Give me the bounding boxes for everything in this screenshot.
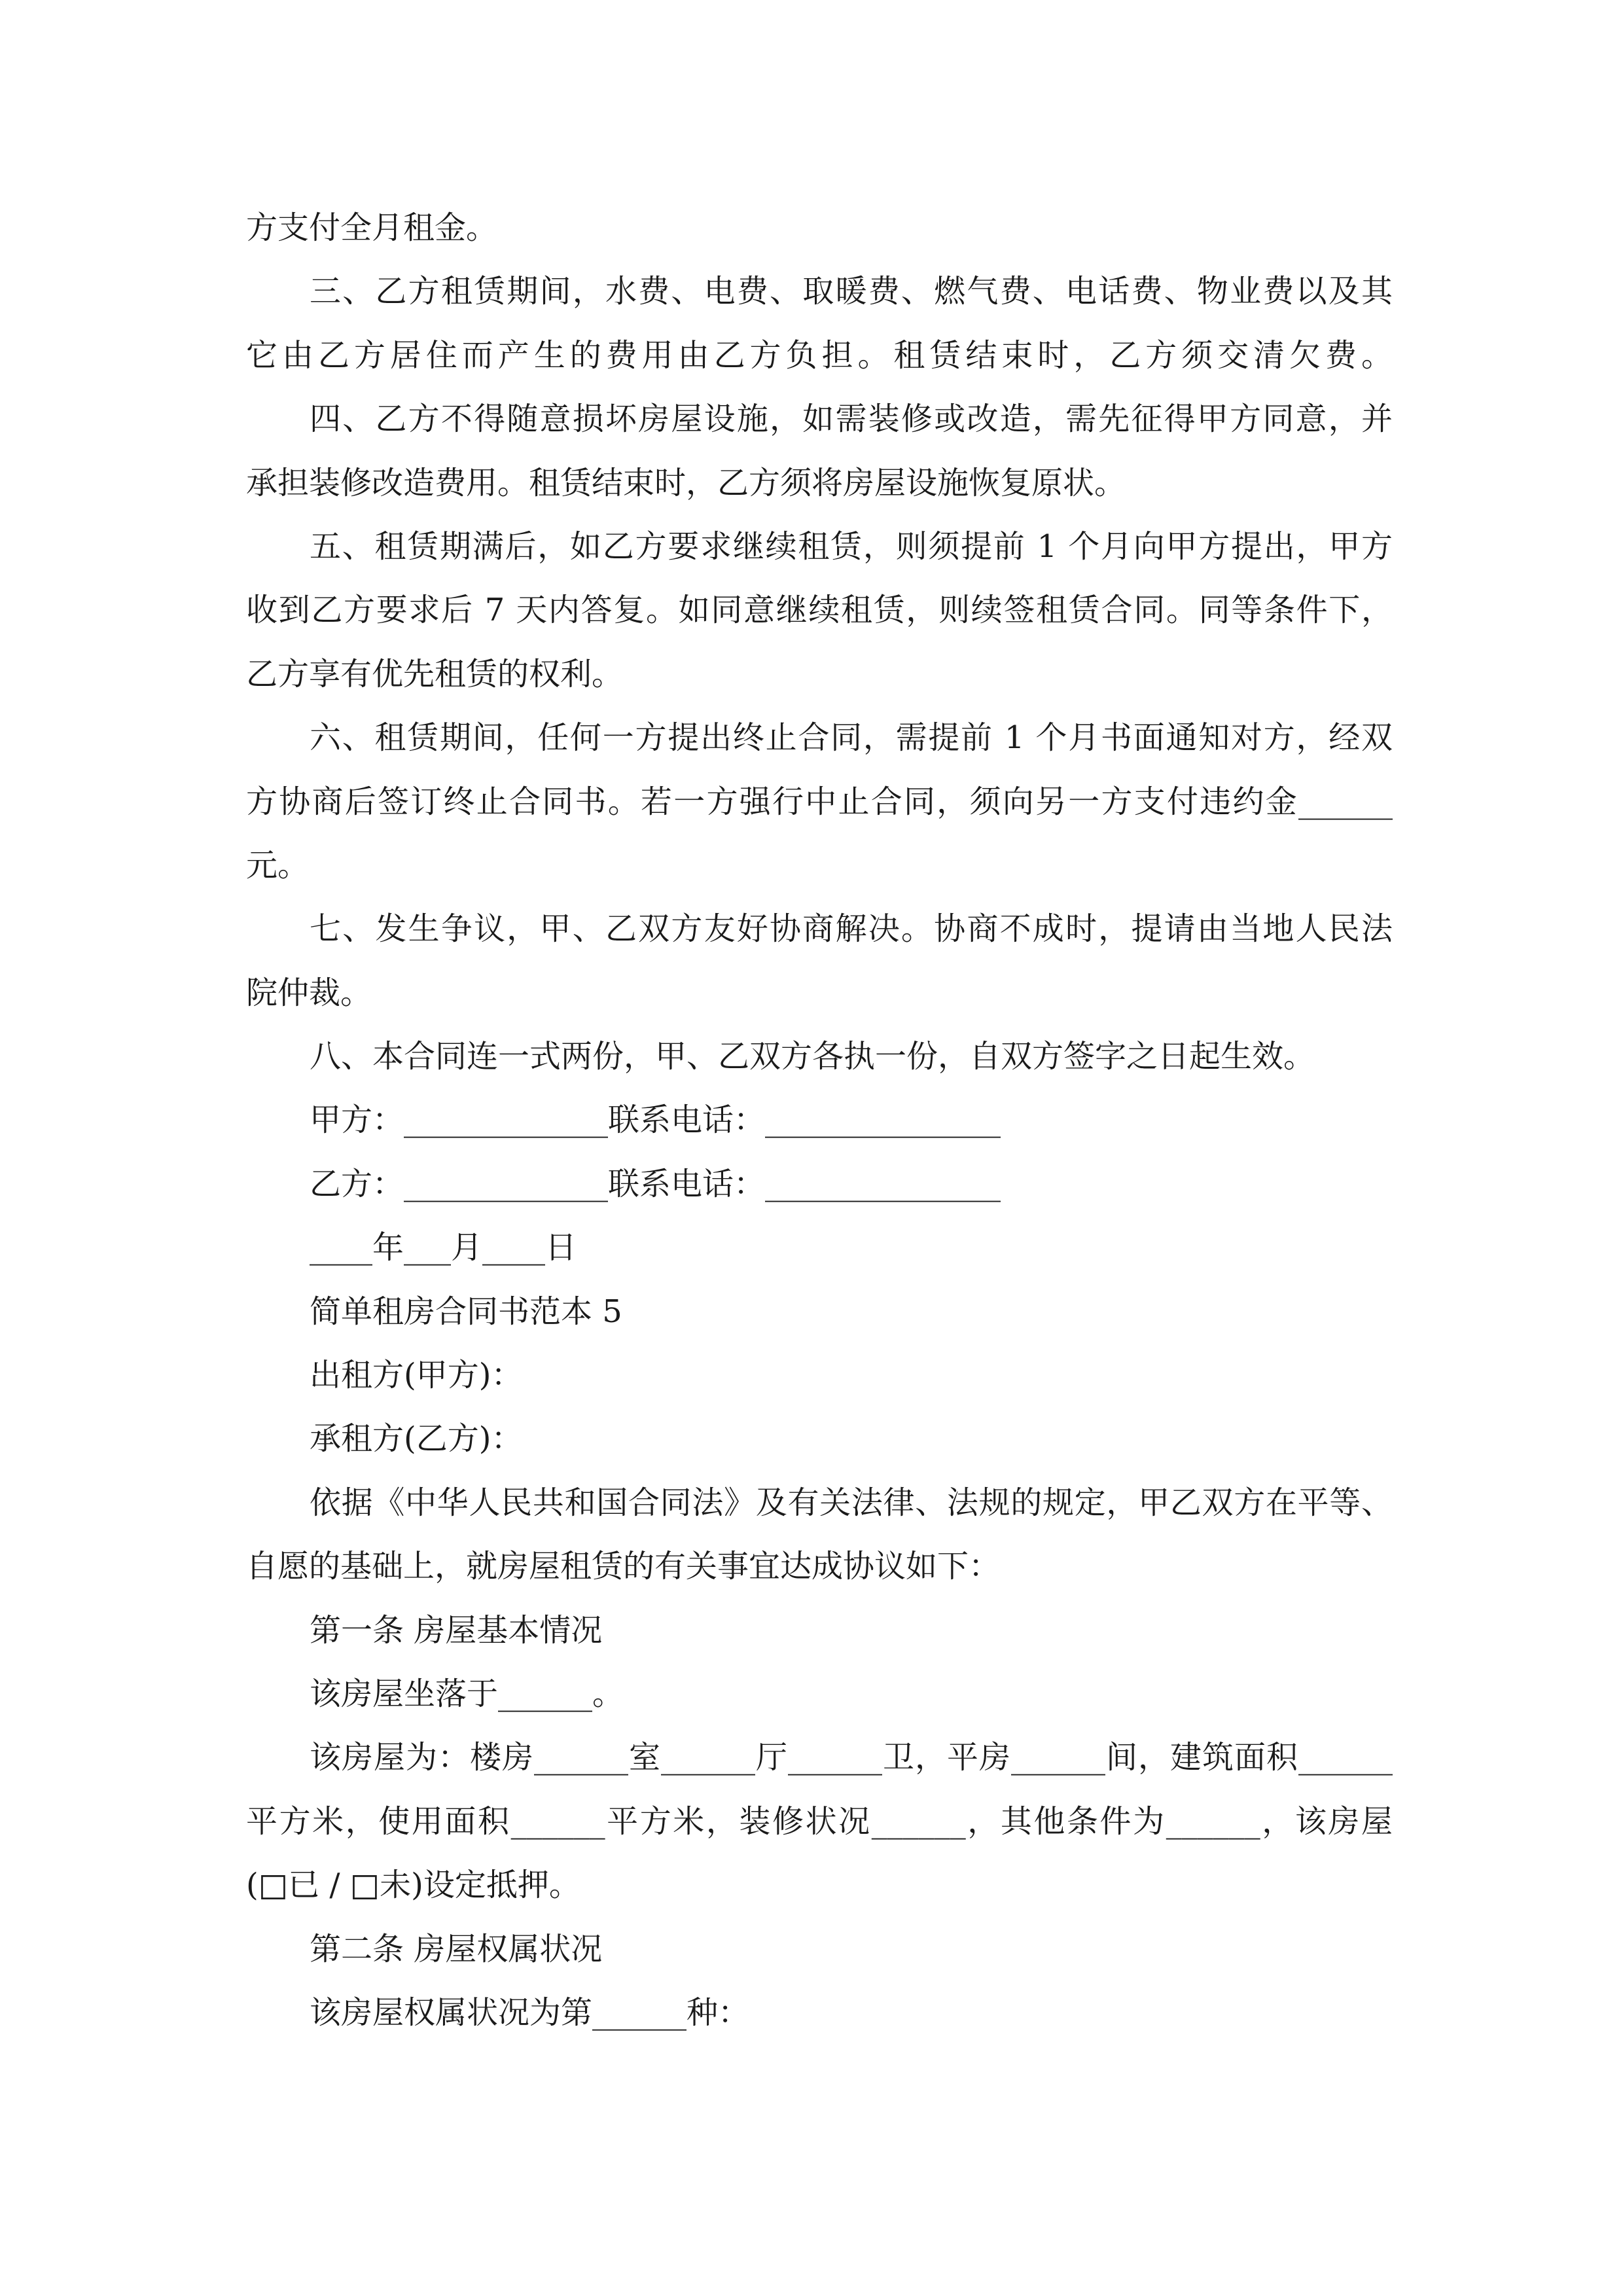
document-body: [246, 196, 1393, 2045]
paragraph-line: 平方米，使用面积______平方米，装修状况______，其他条件为______，该房屋: [246, 1803, 1393, 1840]
paragraph-line: 六、租赁期间，任何一方提出终止合同，需提前 1 个月书面通知对方，经双: [310, 719, 1393, 757]
article-heading: 第二条 房屋权属状况: [310, 1930, 603, 1967]
paragraph-line: 承担装修改造费用。租赁结束时，乙方须将房屋设施恢复原状。: [246, 464, 1126, 501]
article-heading: 第一条 房屋基本情况: [310, 1611, 603, 1649]
paragraph-line: 方协商后签订终止合同书。若一方强行中止合同，须向另一方支付违约金______: [246, 783, 1393, 820]
paragraph-line: 乙方享有优先租赁的权利。: [246, 655, 624, 692]
lessor-line: 出租方(甲方)：: [310, 1357, 523, 1394]
paragraph-line: 该房屋坐落于______。: [310, 1675, 624, 1712]
paragraph-line: 该房屋为：楼房______室______厅______卫，平房______间，建筑面积______: [310, 1739, 1393, 1776]
lessee-line: 承租方(乙方)：: [310, 1420, 523, 1458]
paragraph-line: 自愿的基础上，就房屋租赁的有关事宜达成协议如下：: [246, 1548, 1001, 1585]
paragraph-line: (□已 / □未)设定抵押。: [246, 1867, 580, 1904]
paragraph-line: 方支付全月租金。: [246, 209, 498, 246]
paragraph-line: 依据《中华人民共和国合同法》及有关法律、法规的规定，甲乙双方在平等、: [310, 1484, 1393, 1521]
paragraph-line: 三、乙方租赁期间，水费、电费、取暖费、燃气费、电话费、物业费以及其: [310, 273, 1393, 310]
party-b-signature-line: 乙方：_____________联系电话：_______________: [310, 1165, 1001, 1202]
paragraph-line: 收到乙方要求后 7 天内答复。如同意继续租赁，则续签租赁合同。同等条件下，: [246, 592, 1393, 629]
paragraph-line: 它由乙方居住而产生的费用由乙方负担。租赁结束时，乙方须交清欠费。: [246, 336, 1393, 374]
paragraph-line: 四、乙方不得随意损坏房屋设施，如需装修或改造，需先征得甲方同意，并: [310, 401, 1393, 438]
section-title: 简单租房合同书范本 5: [310, 1293, 622, 1330]
paragraph-line: 院仲裁。: [246, 974, 372, 1011]
paragraph-line: 该房屋权属状况为第______种：: [310, 1994, 750, 2031]
paragraph-line: 七、发生争议，甲、乙双方友好协商解决。协商不成时，提请由当地人民法: [310, 910, 1393, 948]
paragraph-line: 五、租赁期满后，如乙方要求继续租赁，则须提前 1 个月向甲方提出，甲方: [310, 528, 1393, 565]
paragraph-line: 八、本合同连一式两份，甲、乙双方各执一份，自双方签字之日起生效。: [310, 1038, 1315, 1075]
paragraph-line: 元。: [246, 846, 310, 884]
party-a-signature-line: 甲方：_____________联系电话：_______________: [310, 1102, 1001, 1139]
date-line: ____年___月____日: [310, 1229, 577, 1266]
